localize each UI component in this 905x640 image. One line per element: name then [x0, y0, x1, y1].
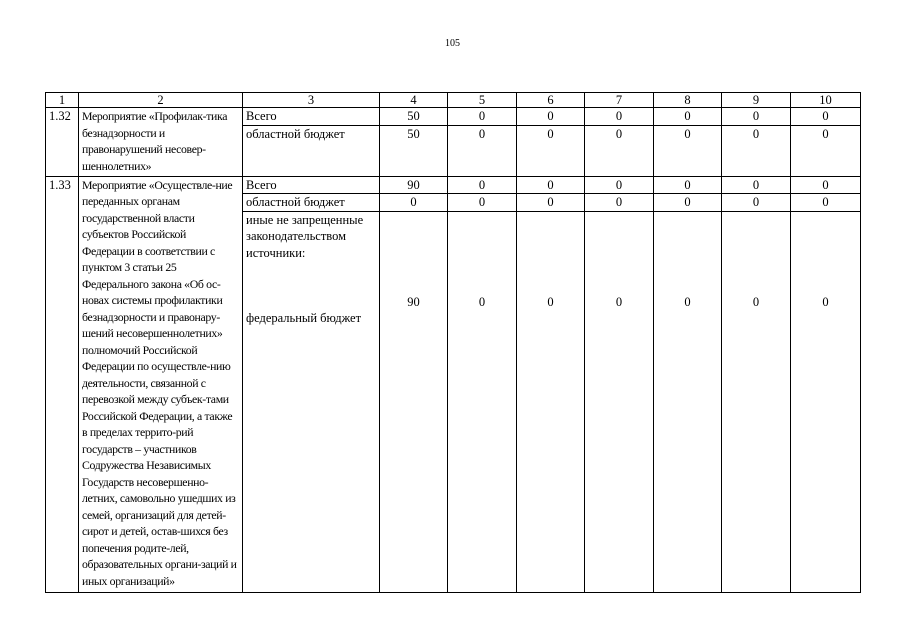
- federal-value: 0: [478, 294, 486, 309]
- federal-budget-label: федеральный бюджет: [246, 311, 362, 325]
- value-cell: [654, 211, 722, 592]
- item-number: 1.32: [46, 108, 79, 177]
- value-cell: 0: [722, 194, 791, 212]
- value-cell: 0: [722, 176, 791, 194]
- item-number: 1.33: [46, 176, 79, 592]
- value-cell: 0: [654, 194, 722, 212]
- value-cell: 0: [585, 194, 654, 212]
- value-cell: 0: [448, 176, 517, 194]
- value-cell: 50: [380, 125, 448, 176]
- value-cell: 0: [791, 176, 861, 194]
- column-header: 7: [585, 93, 654, 108]
- table-row: [46, 108, 861, 126]
- value-cell: 0: [517, 194, 585, 212]
- funding-source: [243, 211, 380, 592]
- federal-value: 0: [752, 294, 760, 309]
- column-header: 10: [791, 93, 861, 108]
- column-header: 8: [654, 93, 722, 108]
- other-sources-label: иные не запрещенные законодательством источники:: [246, 212, 364, 260]
- value-cell: 0: [517, 108, 585, 126]
- value-cell: [585, 211, 654, 592]
- value-cell: 0: [654, 108, 722, 126]
- federal-value: 90: [407, 294, 420, 309]
- item-description: Мероприятие «Профилак-тика безнадзорности и правонарушений несовер-шеннолетних»: [79, 108, 243, 177]
- value-cell: 0: [448, 125, 517, 176]
- funding-source: областной бюджет: [243, 125, 380, 176]
- column-header: 2: [79, 93, 243, 108]
- value-cell: 0: [585, 108, 654, 126]
- value-cell: 0: [448, 194, 517, 212]
- value-cell: 90: [380, 176, 448, 194]
- value-cell: 0: [722, 125, 791, 176]
- value-cell: 0: [448, 108, 517, 126]
- federal-value: 0: [684, 294, 691, 309]
- federal-value: 0: [547, 294, 554, 309]
- budget-table: [45, 92, 861, 593]
- column-header: 3: [243, 93, 380, 108]
- funding-source: Всего: [243, 108, 380, 126]
- column-header: 6: [517, 93, 585, 108]
- funding-source: Всего: [243, 176, 380, 194]
- table-row: [46, 176, 861, 194]
- column-header: 9: [722, 93, 791, 108]
- column-header: 4: [380, 93, 448, 108]
- value-cell: 0: [585, 125, 654, 176]
- value-cell: 50: [380, 108, 448, 126]
- federal-value: 0: [822, 294, 829, 309]
- value-cell: 0: [791, 194, 861, 212]
- column-header: 5: [448, 93, 517, 108]
- value-cell: [791, 211, 861, 592]
- item-description: Мероприятие «Осуществле-ние переданных органам государственной власти субъектов Российской Федерации в соответствии с пунктом 3 статьи 25 Федерального закона «Об ос-новах системы профилактики безнадзорности и правонару-шений несовершеннолетних» полномочий Российской Федерации по осуществле-нию деятельности, связанной с перевозкой между субъек-тами Российской Федерации, а также в пределах террито-рий государств – участников Содружества Независимых Государств несовершенно-летних, самовольно ушедших из семей, организаций для детей-сирот и детей, остав-шихся без попечения родите-лей, образовательных органи-заций и иных организаций»: [79, 176, 243, 592]
- value-cell: 0: [654, 176, 722, 194]
- value-cell: 0: [791, 125, 861, 176]
- value-cell: [448, 211, 517, 592]
- column-header: 1: [46, 93, 79, 108]
- value-cell: 0: [791, 108, 861, 126]
- federal-value: 0: [615, 294, 623, 309]
- value-cell: [380, 211, 448, 592]
- value-cell: 0: [380, 194, 448, 212]
- page-number: 105: [445, 38, 460, 49]
- value-cell: 0: [722, 108, 791, 126]
- value-cell: 0: [654, 125, 722, 176]
- funding-source: областной бюджет: [243, 194, 380, 212]
- column-number-row: [46, 93, 861, 108]
- value-cell: 0: [517, 176, 585, 194]
- value-cell: [722, 211, 791, 592]
- value-cell: 0: [517, 125, 585, 176]
- value-cell: [517, 211, 585, 592]
- value-cell: 0: [585, 176, 654, 194]
